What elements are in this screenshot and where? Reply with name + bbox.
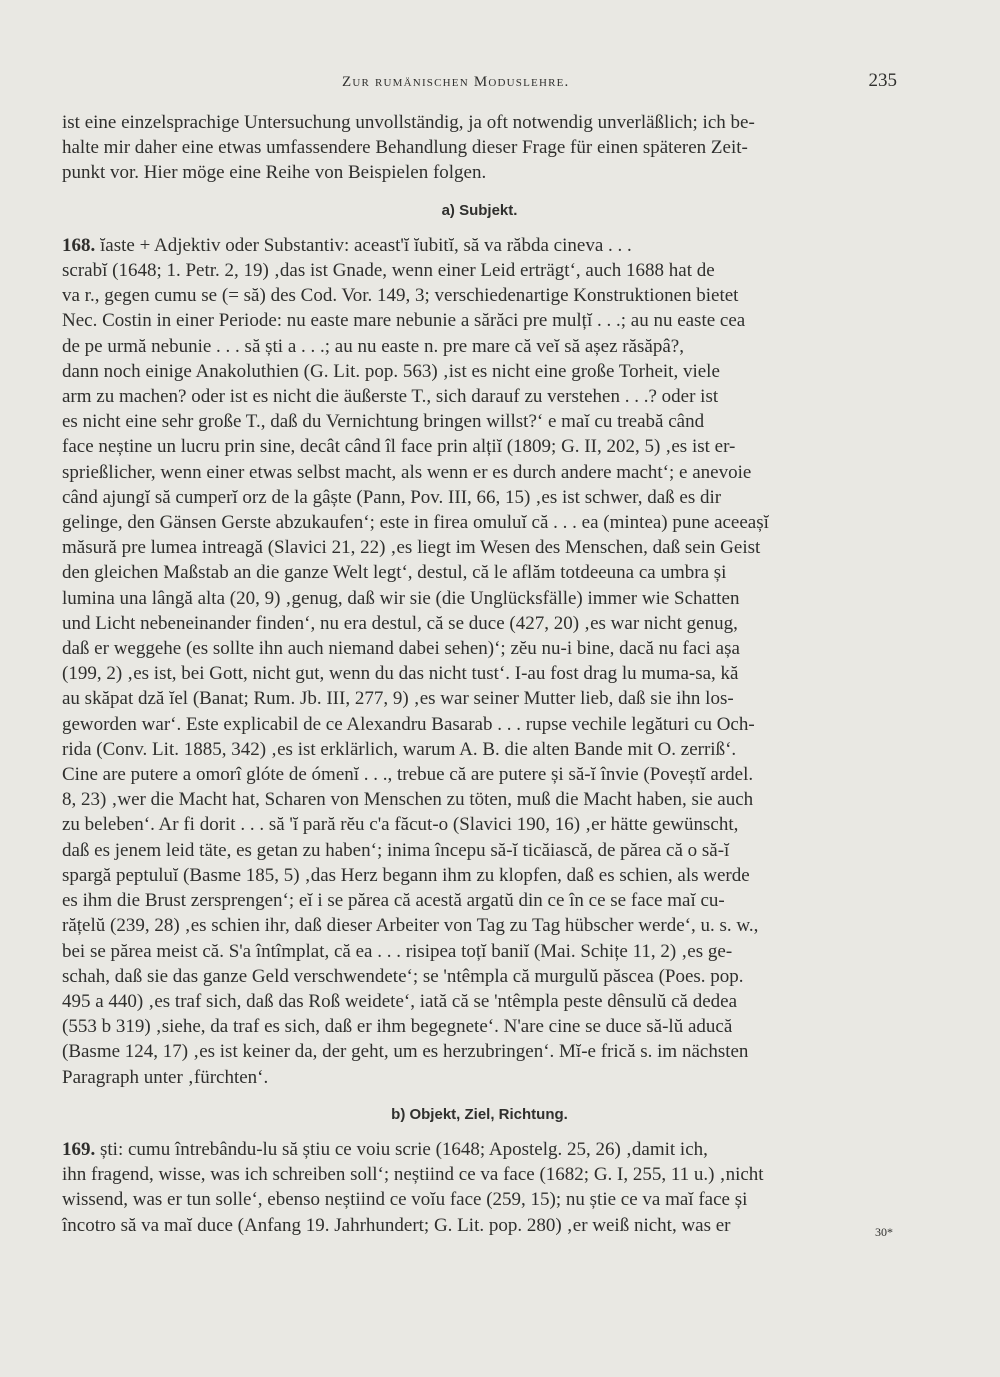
text-line: de pe urmă nebunie . . . să ști a . . .; au nu easte n. pre mare că veĭ să așez răsăpâ?, xyxy=(62,335,684,357)
section-heading-objekt: b) Objekt, Ziel, Richtung. xyxy=(391,1105,568,1123)
section-heading-subjekt: a) Subjekt. xyxy=(441,201,518,219)
page-header xyxy=(62,68,897,98)
text-line: dann noch einige Anakoluthien (G. Lit. pop. 563) ‚ist es nicht eine große Torheit, viele xyxy=(62,360,720,382)
text-line xyxy=(62,1137,897,1162)
paragraph-number: 169. xyxy=(62,1138,96,1160)
text-line: 495 a 440) ‚es traf sich, daß das Roß weidete‘, iată că se 'ntêmpla peste dênsulŭ că dedea xyxy=(62,990,738,1012)
text-line: ști: cumu întrebându-lu să știu ce voiu scrie (1648; Apostelg. 25, 26) ‚damit ich, xyxy=(100,1138,708,1160)
text-line: den gleichen Maßstab an die ganze Welt legt‘, destul, că le aflăm totdeeuna ca umbra și xyxy=(62,562,727,584)
text-line: Nec. Costin in einer Periode: nu easte mare nebunie a sărăci pre mulțĭ . . .; au nu easte cea xyxy=(62,310,746,332)
text-line: rida (Conv. Lit. 1885, 342) ‚es ist erklärlich, warum A. B. die alten Bande mit O. zerriß‘. xyxy=(62,738,737,760)
paragraph-168 xyxy=(62,233,897,1090)
text-line: (553 b 319) ‚siehe, da traf es sich, daß er ihm begegnete‘. N'are cine se duce să-lŭ aducă xyxy=(62,1016,733,1038)
text-line: Paragraph unter ‚fürchten‘. xyxy=(62,1066,269,1088)
text-line: ĭaste + Adjektiv oder Substantiv: aceast'ĭ ĭubitĭ, să va răbda cineva . . . xyxy=(100,234,632,256)
text-line: schah, daß sie das ganze Geld verschwendete‘; se 'ntêmpla că murgulŭ păscea (Poes. pop. xyxy=(62,965,744,987)
text-line xyxy=(62,233,897,258)
text-line: măsură pre lumea intreagă (Slavici 21, 22) ‚es liegt im Wesen des Menschen, daß sein Geist xyxy=(62,537,761,559)
text-line: 8, 23) ‚wer die Macht hat, Scharen von Menschen zu töten, muß die Macht haben, sie auch xyxy=(62,789,754,811)
text-line: gelinge, den Gänsen Gerste abzukaufen‘; este in firea omuluĭ că . . . ea (mintea) pune aceeașĭ xyxy=(62,512,769,534)
paragraph-number: 168. xyxy=(62,234,96,256)
paragraph-169 xyxy=(62,1137,897,1238)
text-line: spargă peptuluĭ (Basme 185, 5) ‚das Herz begann ihm zu klopfen, daß es schien, als werde xyxy=(62,864,750,886)
text-line: es nicht eine sehr große T., daß du Vernichtung bringen willst?‘ e maĭ cu treabă când xyxy=(62,411,705,433)
text-line: când ajungĭ să cumperĭ orz de la gâște (Pann, Pov. III, 66, 15) ‚es ist schwer, daß es dir xyxy=(62,486,722,508)
text-line: (Basme 124, 17) ‚es ist keiner da, der geht, um es herzubringen‘. Mĭ-e frică s. im nächsten xyxy=(62,1041,749,1063)
page-body xyxy=(62,110,897,1238)
text-line: geworden war‘. Este explicabil de ce Alexandru Basarab . . . rupse vechile legături cu Och- xyxy=(62,713,755,735)
text-line: ihn fragend, wisse, was ich schreiben soll‘; neștiind ce va face (1682; G. I, 255, 11 u.) ‚nicht xyxy=(62,1164,764,1186)
text-line: (199, 2) ‚es ist, bei Gott, nicht gut, wenn du das nicht tust‘. I-au fost drag lu muma-sa, kă xyxy=(62,663,739,685)
text-line: sprießlicher, wenn einer etwas selbst macht, als wenn er es durch andere macht‘; e anevoie xyxy=(62,461,752,483)
text-line: und Licht nebeneinander finden‘, nu era destul, că se duce (427, 20) ‚es war nicht genug, xyxy=(62,612,738,634)
text-line: face neștine un lucru prin sine, decât când îl face prin alțiĭ (1809; G. II, 202, 5) ‚es ist er- xyxy=(62,436,736,458)
text-line: Cine are putere a omorî glóte de ómenĭ . . ., trebue că are putere și să-ĭ învie (Poveștĭ ardel. xyxy=(62,764,754,786)
text-line: punkt vor. Hier möge eine Reihe von Beispielen folgen. xyxy=(62,162,487,184)
text-line: arm zu machen? oder ist es nicht die äußerste T., sich darauf zu verstehen . . .? oder ist xyxy=(62,386,719,408)
page-number: 235 xyxy=(868,70,897,91)
text-line: ist eine einzelsprachige Untersuchung unvollständig, ja oft notwendig unverläßlich; ich be- xyxy=(62,112,755,133)
text-line: rățelŭ (239, 28) ‚es schien ihr, daß dieser Arbeiter von Tag zu Tag hübscher werde‘, u. s. w., xyxy=(62,915,759,937)
signature-mark: 30* xyxy=(875,1225,893,1239)
text-line: daß er weggehe (es sollte ihn auch niemand dabei sehen)‘; zĕu nu-i bine, dacă nu faci așa xyxy=(62,638,740,660)
intro-paragraph xyxy=(62,110,897,186)
text-line: încotro să va maĭ duce (Anfang 19. Jahrhundert; G. Lit. pop. 280) ‚er weiß nicht, was er xyxy=(62,1214,731,1236)
text-line: va r., gegen cumu se (= să) des Cod. Vor. 149, 3; verschiedenartige Konstruktionen bietet xyxy=(62,285,739,307)
text-line: scrabĭ (1648; 1. Petr. 2, 19) ‚das ist Gnade, wenn einer Leid erträgt‘, auch 1688 hat de xyxy=(62,260,715,282)
running-title: Zur rumänischen Moduslehre. xyxy=(342,74,570,90)
text-line: wissend, was er tun solle‘, ebenso neștiind ce voĭu face (259, 15); nu știe ce va maĭ face și xyxy=(62,1189,748,1211)
text-line: au skăpat dză ĭel (Banat; Rum. Jb. III, 277, 9) ‚es war seiner Mutter lieb, daß sie ihn los- xyxy=(62,688,734,710)
text-line: halte mir daher eine etwas umfassendere Behandlung dieser Frage für einen späteren Zeit- xyxy=(62,137,748,159)
text-line: daß es jenem leid täte, es getan zu haben‘; inima începu să-ĭ ticăiască, de părea că o să-ĭ xyxy=(62,839,730,861)
text-line: zu beleben‘. Ar fi dorit . . . să 'ĭ pară rĕu c'a făcut-o (Slavici 190, 16) ‚er hätte gewünscht, xyxy=(62,814,739,836)
text-line: bei se părea meist că. S'a întîmplat, că ea . . . risipea toțĭ baniĭ (Mai. Schițe 11, 2) ‚es ge- xyxy=(62,940,733,962)
text-line: lumina una lângă alta (20, 9) ‚genug, daß wir sie (die Unglücksfälle) immer wie Schatten xyxy=(62,587,740,609)
text-line: es ihm die Brust zersprengen‘; eĭ i se părea că acestă argatŭ din ce în ce se face maĭ cu- xyxy=(62,890,725,912)
